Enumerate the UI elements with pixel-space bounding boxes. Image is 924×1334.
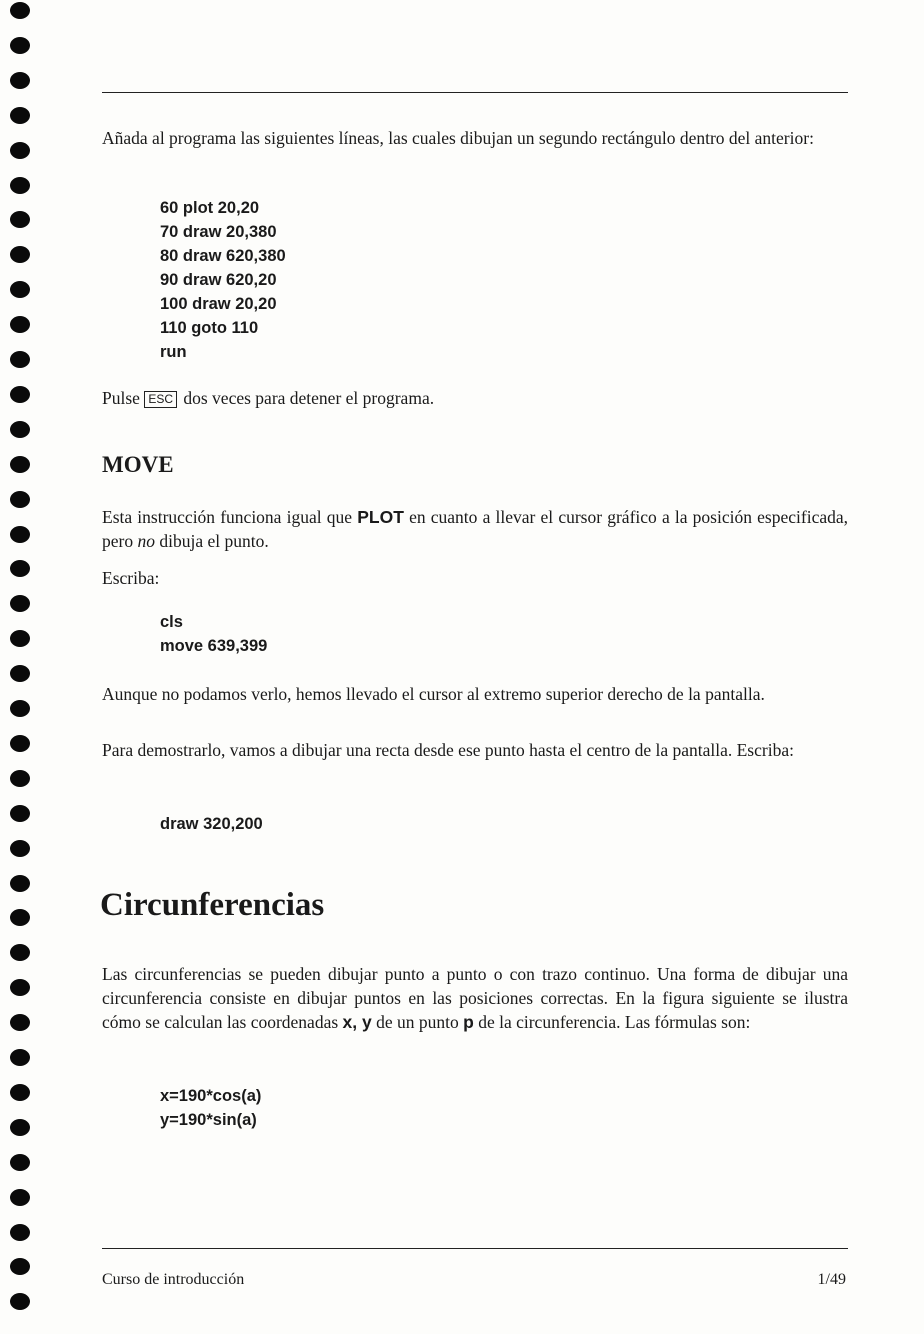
binding-hole <box>10 456 30 473</box>
binding-hole <box>10 770 30 787</box>
formula-block <box>160 1084 261 1132</box>
binding-hole <box>10 1189 30 1206</box>
move-emphasis: no <box>137 531 155 551</box>
top-rule <box>102 92 848 93</box>
binding-hole <box>10 909 30 926</box>
binding-hole <box>10 944 30 961</box>
binding-hole <box>10 107 30 124</box>
code-block-rectangle <box>160 196 286 364</box>
plot-keyword: PLOT <box>357 507 404 527</box>
binding-hole <box>10 37 30 54</box>
binding-hole <box>10 211 30 228</box>
code-line: cls <box>160 613 183 631</box>
bottom-rule <box>102 1248 848 1249</box>
binding-hole <box>10 1119 30 1136</box>
binding-hole <box>10 421 30 438</box>
binding-hole <box>10 1258 30 1275</box>
binding-hole <box>10 2 30 19</box>
code-line: 60 plot 20,20 <box>160 199 260 217</box>
binding-hole <box>10 1154 30 1171</box>
binding-hole <box>10 177 30 194</box>
binding-hole <box>10 526 30 543</box>
binding-hole <box>10 1049 30 1066</box>
binding-hole <box>10 840 30 857</box>
binding-hole <box>10 246 30 263</box>
code-line: run <box>160 343 187 361</box>
binding-hole <box>10 595 30 612</box>
binding-hole <box>10 491 30 508</box>
page-number: 1/49 <box>817 1271 846 1288</box>
move-text: dibuja el punto. <box>159 531 269 551</box>
move-text: Esta instrucción funciona igual que <box>102 507 353 527</box>
binding-hole <box>10 979 30 996</box>
code-line: 110 goto 110 <box>160 319 259 337</box>
code-line: draw 320,200 <box>160 815 263 833</box>
xy-keyword: x, y <box>342 1012 372 1032</box>
binding-hole <box>10 1014 30 1031</box>
binding-hole <box>10 316 30 333</box>
code-line: 90 draw 620,20 <box>160 271 277 289</box>
move-paragraph <box>102 505 848 553</box>
binding-hole <box>10 142 30 159</box>
move-heading: MOVE <box>102 452 174 477</box>
binding-hole <box>10 386 30 403</box>
code-block-draw <box>160 812 263 836</box>
binding-hole <box>10 700 30 717</box>
binding-hole <box>10 72 30 89</box>
circ-text: de un punto <box>376 1012 459 1032</box>
binding-hole <box>10 1084 30 1101</box>
binding-hole <box>10 1224 30 1241</box>
esc-text-post: dos veces para detener el programa. <box>183 388 435 408</box>
intro-paragraph: Añada al programa las siguientes líneas, las cuales dibujan un segundo rectángulo dentro del anterior: <box>102 128 814 148</box>
code-block-move <box>160 610 267 658</box>
formula-line: y=190*sin(a) <box>160 1111 257 1129</box>
escriba-label: Escriba: <box>102 568 160 588</box>
circunferencias-paragraph <box>102 962 848 1034</box>
code-line: 80 draw 620,380 <box>160 247 286 265</box>
binding-hole <box>10 1293 30 1310</box>
circ-text: de la circunferencia. Las fórmulas son: <box>478 1012 751 1032</box>
binding-hole <box>10 665 30 682</box>
formula-line: x=190*cos(a) <box>160 1087 262 1105</box>
binding-hole <box>10 735 30 752</box>
code-line: 100 draw 20,20 <box>160 295 277 313</box>
footer-title: Curso de introducción <box>102 1271 245 1288</box>
binding-hole <box>10 630 30 647</box>
binding-hole <box>10 805 30 822</box>
esc-paragraph <box>102 386 848 410</box>
esc-key: ESC <box>144 391 177 408</box>
code-line: 70 draw 20,380 <box>160 223 277 241</box>
binding-holes <box>0 0 40 1334</box>
p-keyword: p <box>463 1012 474 1032</box>
move-paragraph-3: Para demostrarlo, vamos a dibujar una recta desde ese punto hasta el centro de la pantalla. Escriba: <box>102 740 794 760</box>
move-text: en cuanto a llevar el cursor gráfico a la posición especificada, pero <box>102 507 848 551</box>
esc-text-pre: Pulse <box>102 388 140 408</box>
move-paragraph-2: Aunque no podamos verlo, hemos llevado el cursor al extremo superior derecho de la pantalla. <box>102 684 765 704</box>
binding-hole <box>10 875 30 892</box>
binding-hole <box>10 281 30 298</box>
binding-hole <box>10 351 30 368</box>
binding-hole <box>10 560 30 577</box>
circunferencias-heading: Circunferencias <box>100 887 325 923</box>
code-line: move 639,399 <box>160 637 268 655</box>
circ-text: Las circunferencias se pueden dibujar punto a punto o con trazo continuo. Una forma de dibujar una circunferencia consiste en dibujar puntos en las posiciones correctas. En la figura siguiente se ilustra cómo se calculan las coordenadas <box>102 964 848 1032</box>
